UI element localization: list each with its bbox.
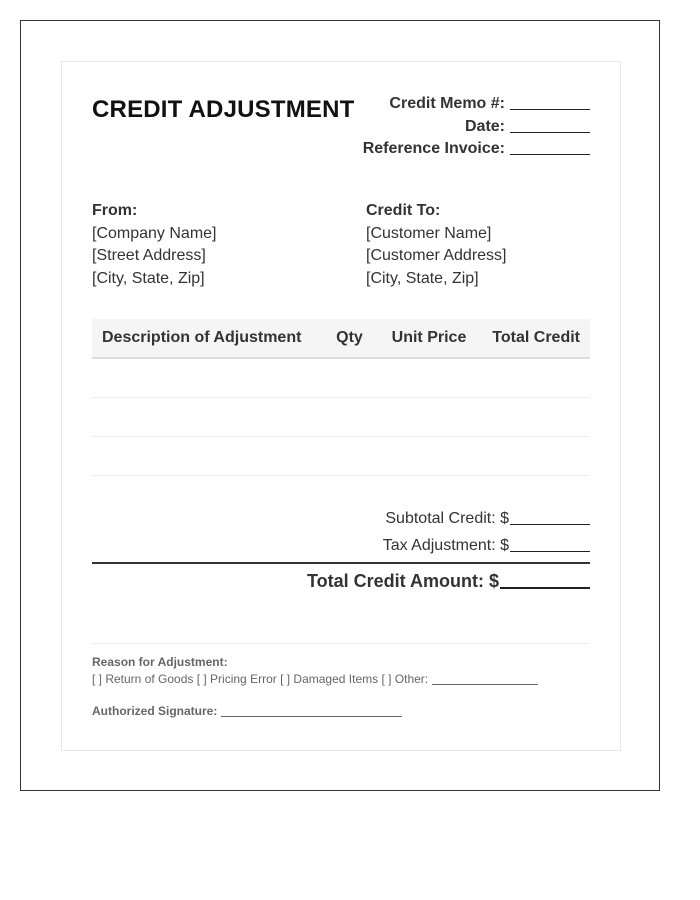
document-title: CREDIT ADJUSTMENT [92,96,355,123]
reference-invoice-blank [510,139,590,155]
credit-to-label: Credit To: [366,202,441,219]
credit-memo-number-field [363,93,590,116]
date-blank [510,117,590,133]
header-qty: Qty [336,329,363,346]
signature-label: Authorized Signature: [92,704,218,718]
reason-other-blank [432,673,538,685]
table-row[interactable] [92,398,590,437]
header-unit-price: Unit Price [391,329,467,346]
reason-options [92,671,538,688]
adjustment-items-table [92,319,590,476]
header-description: Description of Adjustment [102,329,302,346]
subtotal-credit-blank [510,510,590,525]
total-credit-amount-blank [500,573,590,589]
tax-adjustment-label: Tax Adjustment: $ [382,537,509,554]
credit-to-city-state-zip: [City, State, Zip] [366,269,479,287]
reason-options-text: [ ] Return of Goods [ ] Pricing Error [ ] Damaged Items [ ] Other: [92,672,429,686]
subtotal-credit-label: Subtotal Credit: $ [385,510,509,527]
tax-adjustment-line [92,532,590,559]
reason-label: Reason for Adjustment: [92,655,228,669]
signature-line [92,704,402,718]
date-field [363,116,590,139]
reference-invoice-field [363,138,590,161]
credit-to-customer-name: [Customer Name] [366,224,492,242]
credit-to-block [366,200,507,290]
from-label: From: [92,202,138,219]
total-credit-amount-label: Total Credit Amount: $ [307,571,499,591]
memo-fields [363,93,590,161]
from-block [92,200,217,290]
date-label: Date: [464,117,505,135]
table-row[interactable] [92,359,590,398]
subtotal-credit-line [92,505,590,532]
header-total-credit: Total Credit [492,329,580,346]
from-city-state-zip: [City, State, Zip] [92,269,205,287]
from-company-name: [Company Name] [92,224,217,242]
tax-adjustment-blank [510,537,590,552]
table-row[interactable] [92,437,590,476]
total-credit-amount-line [92,564,590,596]
credit-memo-number-label: Credit Memo #: [389,95,505,112]
credit-adjustment-document [61,61,621,751]
reason-section [92,654,538,688]
credit-to-customer-address: [Customer Address] [366,247,507,264]
signature-blank [221,705,402,717]
totals-section [92,505,590,596]
reference-invoice-label: Reference Invoice: [362,140,505,157]
table-header-row [92,319,590,359]
credit-memo-number-blank [510,94,590,110]
from-street-address: [Street Address] [92,247,206,264]
notes-divider [92,643,590,644]
